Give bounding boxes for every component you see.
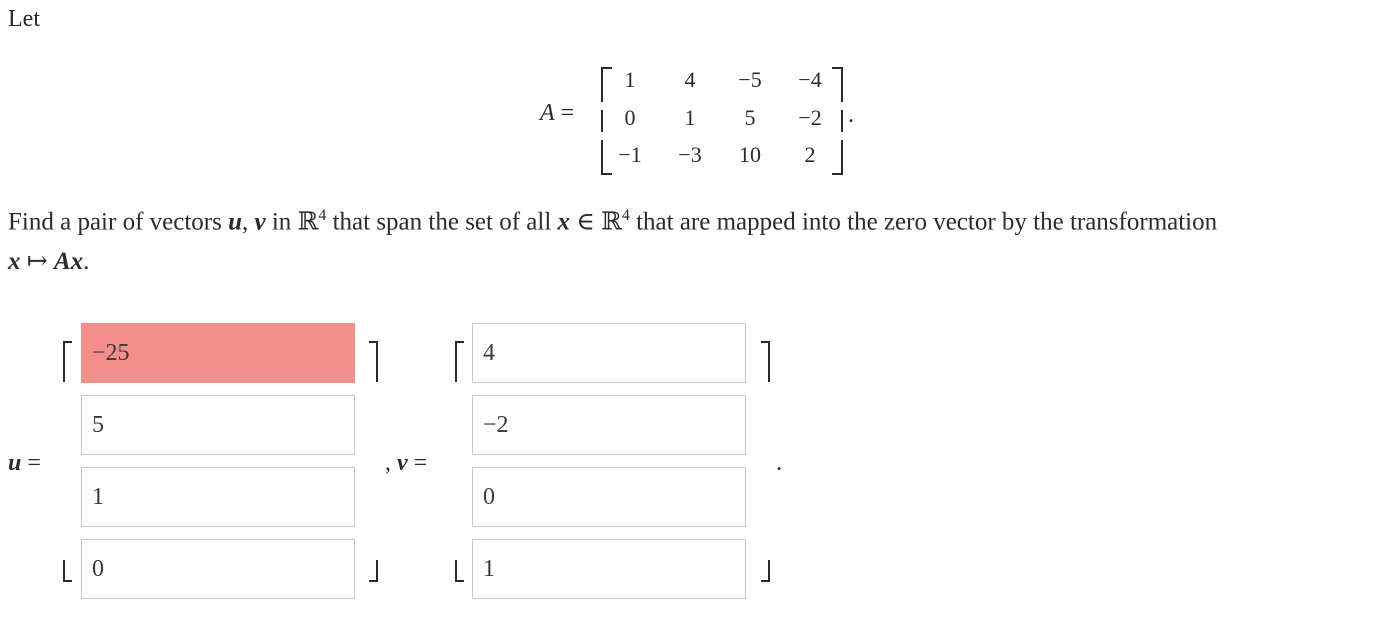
vector-x-symbol: x: [8, 248, 21, 276]
matrix-cell: 1: [684, 105, 696, 130]
v-entry-1-input[interactable]: [472, 323, 746, 383]
vector-separator: ,: [385, 450, 391, 476]
exponent: 4: [318, 207, 327, 224]
u-left-bracket: [60, 335, 76, 585]
vector-v-equals: =: [413, 450, 428, 476]
matrix-cell: −4: [798, 67, 822, 92]
matrix-name: A: [540, 100, 555, 126]
vector-u-label: [8, 450, 41, 477]
exponent: 4: [621, 207, 630, 224]
u-entry-1-input[interactable]: [81, 323, 355, 383]
vector-x-symbol: x: [557, 208, 571, 236]
matrix-cell: −3: [678, 142, 702, 167]
intro-text: Let: [8, 6, 40, 32]
u-entry-2-input[interactable]: [81, 395, 355, 455]
vector-v-name: v: [397, 450, 408, 476]
matrix-A-symbol: A: [53, 248, 71, 276]
u-entry-3-input[interactable]: [81, 467, 355, 527]
matrix-cell: 1: [624, 67, 636, 92]
vector-u-equals: =: [27, 450, 41, 476]
matrix-cell: 2: [804, 142, 816, 167]
vector-v-symbol: v: [254, 208, 266, 236]
v-entry-2-input[interactable]: [472, 395, 746, 455]
matrix-cell: −1: [618, 142, 642, 167]
reals-symbol: ℝ: [297, 208, 319, 236]
vector-v-label: [385, 450, 427, 477]
question-part1: Find a pair of vectors: [8, 208, 229, 236]
matrix-end-punct: .: [848, 102, 854, 128]
matrix-cell: 5: [744, 105, 756, 130]
matrix-cell: 4: [684, 67, 696, 92]
matrix-cell: −5: [738, 67, 762, 92]
matrix-cell: 10: [739, 142, 761, 167]
vector-u-name: u: [8, 450, 22, 476]
matrix-equals: =: [560, 100, 575, 126]
vector-x-symbol: x: [70, 248, 84, 276]
v-entry-3-input[interactable]: [472, 467, 746, 527]
question-end: .: [83, 248, 90, 276]
reals-symbol: ℝ: [601, 208, 622, 236]
matrix-cell: 0: [624, 105, 636, 130]
answer-end-punct: .: [776, 450, 782, 476]
vector-u-symbol: u: [228, 208, 242, 236]
question-part4: that are mapped into the zero vector by the transformation: [629, 208, 1218, 236]
v-entry-4-input[interactable]: [472, 539, 746, 599]
element-of: ∈: [570, 208, 602, 236]
maps-to: ↦: [20, 248, 54, 276]
matrix-label: [540, 100, 574, 127]
u-entry-4-input[interactable]: [81, 539, 355, 599]
question-text: [8, 196, 1378, 282]
u-right-bracket: [365, 335, 381, 585]
v-right-bracket: [757, 335, 773, 585]
question-part2: in: [265, 208, 298, 236]
question-part3: that span the set of all: [326, 208, 558, 236]
question-comma: ,: [242, 208, 249, 236]
v-left-bracket: [452, 335, 468, 585]
matrix-cell: −2: [798, 105, 822, 130]
